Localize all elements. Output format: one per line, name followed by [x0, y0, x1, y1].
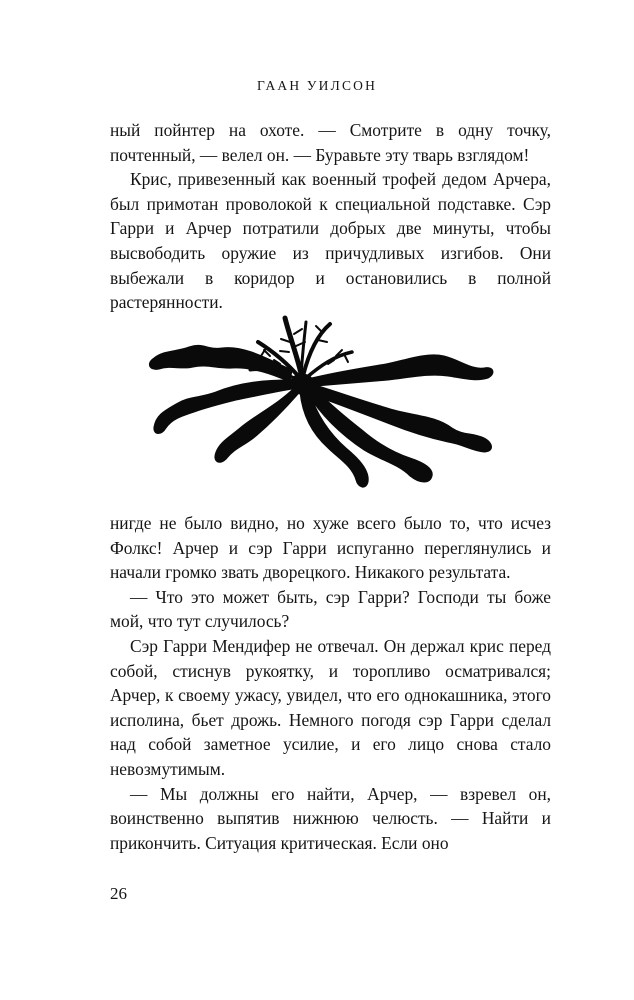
- text-block-top: [110, 118, 551, 315]
- paragraph: нигде не было видно, но хуже всего было то, что исчез Фолкс! Арчер и сэр Гарри испуганно переглянулись и начали громко звать дворецкого. Никакого результата.: [110, 513, 551, 583]
- paragraph: — Что это может быть, сэр Гарри? Господи ты боже мой, что тут случилось?: [110, 586, 551, 632]
- paragraph: Сэр Гарри Мендифер не отвечал. Он держал крис перед собой, стиснув рукоятку, и торопливо осматривался; Арчер, к своему ужасу, увидел, что его однокашника, этого исполина, бьет дрожь. Немного погодя сэр Гарри сделал над собой заметное усилие, и его лицо снова стало невозмутимым.: [110, 635, 551, 779]
- paragraph: — Мы должны его найти, Арчер, — взревел он, воинственно выпятив нижнюю челюсть. — Найти и прикончить. Ситуация критическая. Если оно: [110, 783, 551, 853]
- paragraph: ный пойнтер на охоте. — Смотрите в одну точку, почтенный, — велел он. — Буравьте эту тварь взглядом!: [110, 120, 551, 165]
- running-head: ГААН УИЛСОН: [256, 78, 378, 93]
- text-block-bottom: [110, 511, 551, 855]
- frond-upper-right: [312, 355, 493, 386]
- seaweed-illustration: [140, 312, 525, 507]
- paragraph: Крис, привезенный как военный трофей дедом Арчера, был примотан проволокой к специальной подставке. Сэр Гарри и Арчер потратили добрых две минуты, чтобы высвободить оружие из причудливых изгибов. Они выбежали в коридор и остановились в полной растерянности.: [110, 169, 551, 313]
- page-number: 26: [110, 884, 127, 903]
